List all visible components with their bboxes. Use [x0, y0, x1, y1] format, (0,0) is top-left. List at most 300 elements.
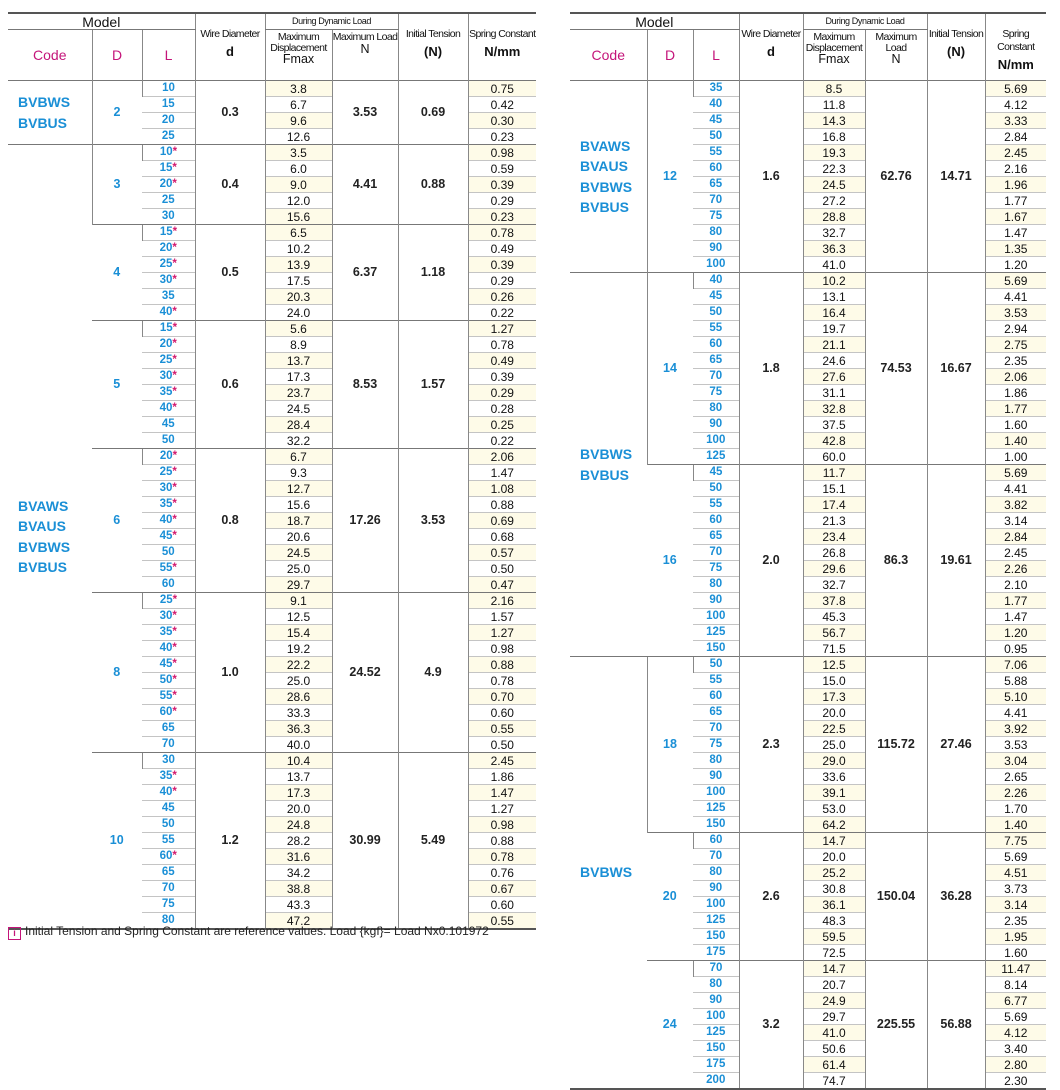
wire-diameter-cell: 1.2 [195, 753, 265, 930]
length-cell: 60 [693, 161, 739, 177]
length-cell: 80 [693, 865, 739, 881]
max-displacement-cell: 33.6 [803, 769, 865, 785]
max-displacement-cell: 17.3 [803, 689, 865, 705]
spring-constant-cell: 1.60 [985, 417, 1046, 433]
max-displacement-cell: 3.5 [265, 145, 332, 161]
spring-constant-cell: 4.51 [985, 865, 1046, 881]
asterisk-mark: * [172, 497, 177, 510]
asterisk-mark: * [172, 641, 177, 654]
max-displacement-cell: 34.2 [265, 865, 332, 881]
length-cell: 25 [142, 129, 195, 145]
spring-constant-cell: 3.53 [985, 305, 1046, 321]
outer-diameter-cell: 5 [92, 321, 142, 449]
length-cell: 25* [142, 353, 195, 369]
length-cell: 200 [693, 1073, 739, 1090]
model-code-cell [570, 81, 647, 273]
asterisk-mark: * [172, 257, 177, 270]
max-displacement-cell: 22.5 [803, 721, 865, 737]
asterisk-mark: * [172, 273, 177, 286]
max-displacement-cell: 17.3 [265, 785, 332, 801]
spring-constant-cell: 5.88 [985, 673, 1046, 689]
max-displacement-cell: 8.9 [265, 337, 332, 353]
max-displacement-cell: 74.7 [803, 1073, 865, 1090]
model-code: BVBWS [580, 178, 633, 195]
asterisk-mark: * [172, 625, 177, 638]
wire-diameter-cell: 2.3 [739, 657, 803, 833]
spring-constant-cell: 0.88 [468, 497, 536, 513]
length-cell: 60* [142, 705, 195, 721]
length-cell: 150 [693, 1041, 739, 1057]
spring-constant-cell: 1.77 [985, 193, 1046, 209]
length-cell: 50 [693, 481, 739, 497]
length-cell: 60 [693, 513, 739, 529]
max-displacement-cell: 18.7 [265, 513, 332, 529]
max-displacement-cell: 20.0 [803, 849, 865, 865]
spring-constant-cell: 1.70 [985, 801, 1046, 817]
initial-tension-cell: 3.53 [398, 449, 468, 593]
length-cell: 35* [142, 497, 195, 513]
spring-constant-cell: 3.14 [985, 897, 1046, 913]
max-displacement-cell: 31.1 [803, 385, 865, 401]
outer-diameter-cell: 20 [647, 833, 693, 961]
max-displacement-cell: 13.1 [803, 289, 865, 305]
max-displacement-header: Maximum Displacement Fmax [265, 30, 332, 81]
wire-diameter-cell: 0.3 [195, 81, 265, 145]
length-cell: 60 [693, 337, 739, 353]
max-displacement-cell: 53.0 [803, 801, 865, 817]
max-displacement-cell: 36.1 [803, 897, 865, 913]
length-cell: 40* [142, 305, 195, 321]
wire-diameter-header: Wire Diameter d [195, 13, 265, 81]
length-cell: 65 [693, 177, 739, 193]
initial-tension-cell: 4.9 [398, 593, 468, 753]
spring-constant-cell: 2.45 [985, 545, 1046, 561]
max-displacement-cell: 12.0 [265, 193, 332, 209]
max-displacement-cell: 12.5 [265, 609, 332, 625]
length-cell: 50 [142, 817, 195, 833]
asterisk-mark: * [172, 513, 177, 526]
max-displacement-cell: 29.6 [803, 561, 865, 577]
length-cell: 150 [693, 929, 739, 945]
spring-constant-cell: 0.98 [468, 817, 536, 833]
model-code: BVBWS [18, 538, 71, 555]
initial-tension-cell: 27.46 [927, 657, 985, 833]
max-displacement-cell: 19.7 [803, 321, 865, 337]
spring-constant-cell: 3.40 [985, 1041, 1046, 1057]
length-cell: 20* [142, 337, 195, 353]
max-displacement-cell: 23.7 [265, 385, 332, 401]
max-displacement-cell: 25.0 [265, 673, 332, 689]
max-displacement-cell: 41.0 [803, 1025, 865, 1041]
spring-constant-cell: 1.86 [985, 385, 1046, 401]
length-cell: 80 [693, 401, 739, 417]
length-cell: 100 [693, 897, 739, 913]
model-code-cell [8, 81, 92, 145]
wire-diameter-cell: 1.6 [739, 81, 803, 273]
asterisk-mark: * [172, 337, 177, 350]
max-displacement-cell: 26.8 [803, 545, 865, 561]
length-cell: 125 [693, 625, 739, 641]
reference-note [8, 924, 489, 940]
max-displacement-cell: 32.2 [265, 433, 332, 449]
max-displacement-cell: 8.5 [803, 81, 865, 97]
length-cell: 50* [142, 673, 195, 689]
max-load-cell: 4.41 [332, 145, 398, 225]
asterisk-mark: * [172, 225, 178, 238]
max-displacement-cell: 37.5 [803, 417, 865, 433]
length-cell: 60 [693, 689, 739, 705]
max-displacement-cell: 6.7 [265, 449, 332, 465]
spring-constant-cell: 0.50 [468, 561, 536, 577]
length-cell: 70 [693, 545, 739, 561]
max-displacement-cell: 13.9 [265, 257, 332, 273]
length-cell: 125 [693, 1025, 739, 1041]
max-displacement-cell: 9.1 [265, 593, 332, 609]
max-displacement-cell: 17.5 [265, 273, 332, 289]
spring-constant-cell: 1.27 [468, 321, 536, 337]
length-cell: 10* [142, 145, 195, 161]
length-cell: 90 [693, 417, 739, 433]
length-cell: 25* [142, 257, 195, 273]
max-displacement-cell: 22.3 [803, 161, 865, 177]
code-header: Code [591, 47, 625, 63]
max-displacement-cell: 43.3 [265, 897, 332, 913]
max-displacement-cell: 24.5 [265, 401, 332, 417]
max-displacement-cell: 23.4 [803, 529, 865, 545]
spring-constant-cell: 0.59 [468, 161, 536, 177]
asterisk-mark: * [172, 241, 177, 254]
wire-diameter-cell: 0.8 [195, 449, 265, 593]
max-displacement-cell: 32.7 [803, 577, 865, 593]
max-load-cell: 3.53 [332, 81, 398, 145]
model-code: BVBUS [18, 114, 68, 131]
max-displacement-cell: 13.7 [265, 769, 332, 785]
max-displacement-cell: 24.0 [265, 305, 332, 321]
spring-constant-cell: 0.75 [468, 81, 536, 97]
max-displacement-cell: 24.9 [803, 993, 865, 1009]
d-header: D [92, 30, 142, 81]
spring-constant-cell: 0.78 [468, 673, 536, 689]
spring-constant-cell: 0.78 [468, 849, 536, 865]
spring-constant-cell: 0.98 [468, 145, 536, 161]
outer-diameter-cell: 8 [92, 593, 142, 753]
max-displacement-cell: 45.3 [803, 609, 865, 625]
asterisk-mark: * [172, 321, 178, 334]
spring-constant-cell: 0.50 [468, 737, 536, 753]
max-displacement-cell: 42.8 [803, 433, 865, 449]
spring-constant-cell: 4.41 [985, 289, 1046, 305]
max-displacement-cell: 72.5 [803, 945, 865, 961]
spring-constant-cell: 1.86 [468, 769, 536, 785]
asterisk-mark: * [172, 689, 177, 702]
max-displacement-cell: 13.7 [265, 353, 332, 369]
length-cell: 125 [693, 449, 739, 465]
max-displacement-cell: 59.5 [803, 929, 865, 945]
asterisk-mark: * [172, 449, 178, 462]
max-displacement-cell: 71.5 [803, 641, 865, 657]
length-cell: 60* [142, 849, 195, 865]
wire-diameter-cell: 1.8 [739, 273, 803, 465]
asterisk-mark: * [172, 529, 177, 542]
length-cell: 70 [693, 721, 739, 737]
max-displacement-cell: 25.0 [265, 561, 332, 577]
length-cell: 25* [142, 593, 195, 609]
max-displacement-cell: 16.4 [803, 305, 865, 321]
max-displacement-cell: 9.6 [265, 113, 332, 129]
max-displacement-cell: 21.3 [803, 513, 865, 529]
length-cell: 40 [693, 273, 739, 289]
length-cell: 40* [142, 641, 195, 657]
spring-constant-cell: 0.98 [468, 641, 536, 657]
length-cell: 65 [142, 721, 195, 737]
asterisk-mark: * [172, 145, 178, 158]
model-code: BVAWS [580, 137, 631, 154]
length-cell: 30* [142, 609, 195, 625]
length-cell: 75 [693, 737, 739, 753]
dynamic-load-header: During Dynamic Load [803, 13, 927, 30]
length-cell: 45* [142, 529, 195, 545]
spring-constant-cell: 0.70 [468, 689, 536, 705]
max-load-cell: 86.3 [865, 465, 927, 657]
length-cell: 75 [142, 897, 195, 913]
spring-constant-cell: 0.47 [468, 577, 536, 593]
asterisk-mark: * [172, 785, 177, 798]
max-displacement-cell: 25.2 [803, 865, 865, 881]
model-code: BVBWS [580, 446, 633, 463]
length-cell: 50 [693, 129, 739, 145]
max-displacement-cell: 32.8 [803, 401, 865, 417]
max-load-header: Maximum Load N [865, 30, 927, 81]
initial-tension-header: Initial Tension (N) [398, 13, 468, 81]
spring-constant-cell: 1.47 [468, 465, 536, 481]
length-cell: 20 [142, 113, 195, 129]
max-displacement-cell: 15.1 [803, 481, 865, 497]
spring-constant-cell: 0.42 [468, 97, 536, 113]
asterisk-mark: * [172, 769, 177, 782]
outer-diameter-cell: 12 [647, 81, 693, 273]
model-header: Model [570, 13, 739, 30]
max-displacement-cell: 64.2 [803, 817, 865, 833]
length-cell: 55 [693, 673, 739, 689]
spring-constant-cell: 8.14 [985, 977, 1046, 993]
length-cell: 35 [142, 289, 195, 305]
max-displacement-cell: 33.3 [265, 705, 332, 721]
max-displacement-cell: 28.4 [265, 417, 332, 433]
length-cell: 55* [142, 689, 195, 705]
model-code: BVAWS [18, 497, 69, 514]
length-cell: 55 [142, 833, 195, 849]
spring-constant-cell: 0.22 [468, 305, 536, 321]
spring-constant-cell: 1.40 [985, 817, 1046, 833]
length-cell: 100 [693, 785, 739, 801]
spring-constant-cell: 1.47 [985, 225, 1046, 241]
outer-diameter-cell: 16 [647, 465, 693, 657]
length-cell: 90 [693, 593, 739, 609]
length-cell: 60 [142, 577, 195, 593]
spring-constant-cell: 5.69 [985, 1009, 1046, 1025]
spring-constant-cell: 3.14 [985, 513, 1046, 529]
length-cell: 30 [142, 209, 195, 225]
length-cell: 40* [142, 785, 195, 801]
length-cell: 150 [693, 641, 739, 657]
spring-constant-cell: 1.27 [468, 625, 536, 641]
spring-constant-cell: 3.92 [985, 721, 1046, 737]
spring-constant-cell: 11.47 [985, 961, 1046, 977]
max-displacement-cell: 5.6 [265, 321, 332, 337]
spring-constant-cell: 1.27 [468, 801, 536, 817]
max-displacement-cell: 36.3 [265, 721, 332, 737]
spring-constant-cell: 1.00 [985, 449, 1046, 465]
asterisk-mark: * [172, 161, 177, 174]
length-cell: 65 [693, 353, 739, 369]
wire-diameter-cell: 2.0 [739, 465, 803, 657]
max-displacement-cell: 15.4 [265, 625, 332, 641]
initial-tension-cell: 56.88 [927, 961, 985, 1090]
spring-constant-cell: 3.73 [985, 881, 1046, 897]
max-displacement-cell: 24.6 [803, 353, 865, 369]
length-cell: 125 [693, 913, 739, 929]
spring-constant-cell: 2.45 [985, 145, 1046, 161]
max-displacement-cell: 15.0 [803, 673, 865, 689]
spring-constant-cell: 0.29 [468, 385, 536, 401]
right-table-body [570, 81, 1046, 1090]
max-displacement-cell: 40.0 [265, 737, 332, 753]
spring-constant-cell: 4.12 [985, 1025, 1046, 1041]
max-displacement-cell: 20.0 [803, 705, 865, 721]
max-displacement-cell: 17.3 [265, 369, 332, 385]
spring-constant-cell: 0.55 [468, 721, 536, 737]
max-displacement-cell: 28.6 [265, 689, 332, 705]
spring-constant-cell: 3.33 [985, 113, 1046, 129]
length-cell: 70 [693, 849, 739, 865]
model-code-cell [8, 145, 92, 930]
wire-diameter-cell: 0.5 [195, 225, 265, 321]
max-load-cell: 225.55 [865, 961, 927, 1090]
max-load-cell: 74.53 [865, 273, 927, 465]
length-cell: 30 [142, 753, 195, 769]
length-cell: 150 [693, 817, 739, 833]
length-cell: 65 [693, 529, 739, 545]
spring-constant-cell: 2.94 [985, 321, 1046, 337]
spring-constant-cell: 0.39 [468, 177, 536, 193]
length-cell: 25 [142, 193, 195, 209]
max-load-cell: 6.37 [332, 225, 398, 321]
outer-diameter-cell: 6 [92, 449, 142, 593]
max-displacement-cell: 30.8 [803, 881, 865, 897]
max-load-cell: 115.72 [865, 657, 927, 833]
max-displacement-cell: 10.2 [803, 273, 865, 289]
spring-constant-header: Spring Constant N/mm [985, 13, 1046, 81]
length-cell: 75 [693, 209, 739, 225]
model-code-cell [570, 657, 647, 1090]
max-displacement-cell: 20.0 [265, 801, 332, 817]
max-displacement-cell: 10.4 [265, 753, 332, 769]
table-row [8, 81, 536, 97]
max-displacement-cell: 29.0 [803, 753, 865, 769]
length-cell: 80 [693, 977, 739, 993]
length-cell: 100 [693, 433, 739, 449]
wire-diameter-cell: 0.4 [195, 145, 265, 225]
table-row [570, 81, 1046, 97]
max-displacement-cell: 14.3 [803, 113, 865, 129]
asterisk-mark: * [172, 849, 177, 862]
spring-constant-cell: 0.23 [468, 209, 536, 225]
spring-constant-cell: 1.60 [985, 945, 1046, 961]
length-cell: 100 [693, 257, 739, 273]
spring-constant-cell: 3.82 [985, 497, 1046, 513]
spring-constant-cell: 0.60 [468, 897, 536, 913]
initial-tension-cell: 36.28 [927, 833, 985, 961]
asterisk-mark: * [172, 369, 177, 382]
outer-diameter-cell: 14 [647, 273, 693, 465]
length-cell: 40 [693, 97, 739, 113]
spring-constant-cell: 2.10 [985, 577, 1046, 593]
max-displacement-cell: 28.2 [265, 833, 332, 849]
length-cell: 40* [142, 513, 195, 529]
spring-constant-cell: 2.65 [985, 769, 1046, 785]
length-cell: 15* [142, 225, 195, 241]
length-cell: 90 [693, 881, 739, 897]
spring-constant-cell: 0.29 [468, 193, 536, 209]
length-cell: 70 [693, 369, 739, 385]
spring-constant-cell: 0.78 [468, 225, 536, 241]
length-cell: 90 [693, 993, 739, 1009]
spring-constant-cell: 1.67 [985, 209, 1046, 225]
length-cell: 125 [693, 801, 739, 817]
model-code: BVBUS [580, 466, 630, 483]
max-displacement-cell: 37.8 [803, 593, 865, 609]
spring-constant-cell: 2.16 [468, 593, 536, 609]
length-cell: 175 [693, 1057, 739, 1073]
spring-constant-cell: 0.67 [468, 881, 536, 897]
spring-constant-cell: 1.47 [468, 785, 536, 801]
spring-constant-cell: 2.16 [985, 161, 1046, 177]
wire-diameter-cell: 0.6 [195, 321, 265, 449]
initial-tension-cell: 0.69 [398, 81, 468, 145]
length-cell: 100 [693, 609, 739, 625]
length-cell: 20* [142, 177, 195, 193]
length-cell: 80 [693, 225, 739, 241]
spring-constant-cell: 0.57 [468, 545, 536, 561]
length-cell: 15 [142, 97, 195, 113]
spring-constant-cell: 5.69 [985, 273, 1046, 289]
max-displacement-cell: 60.0 [803, 449, 865, 465]
spring-constant-cell: 0.22 [468, 433, 536, 449]
table-row [570, 273, 1046, 289]
outer-diameter-cell: 10 [92, 753, 142, 930]
table-row [570, 657, 1046, 673]
max-displacement-cell: 27.6 [803, 369, 865, 385]
asterisk-mark: * [172, 481, 177, 494]
d-header: D [647, 30, 693, 81]
spring-constant-cell: 1.20 [985, 257, 1046, 273]
spring-constant-cell: 7.75 [985, 833, 1046, 849]
max-displacement-cell: 6.5 [265, 225, 332, 241]
spring-constant-cell: 1.40 [985, 433, 1046, 449]
outer-diameter-cell: 2 [92, 81, 142, 145]
max-displacement-cell: 12.6 [265, 129, 332, 145]
max-displacement-cell: 20.3 [265, 289, 332, 305]
outer-diameter-cell: 24 [647, 961, 693, 1090]
length-cell: 90 [693, 769, 739, 785]
spring-constant-cell: 2.35 [985, 353, 1046, 369]
spring-constant-cell: 2.06 [468, 449, 536, 465]
max-displacement-cell: 3.8 [265, 81, 332, 97]
length-cell: 45* [142, 657, 195, 673]
spring-constant-cell: 5.69 [985, 465, 1046, 481]
max-displacement-cell: 15.6 [265, 209, 332, 225]
length-cell: 100 [693, 1009, 739, 1025]
